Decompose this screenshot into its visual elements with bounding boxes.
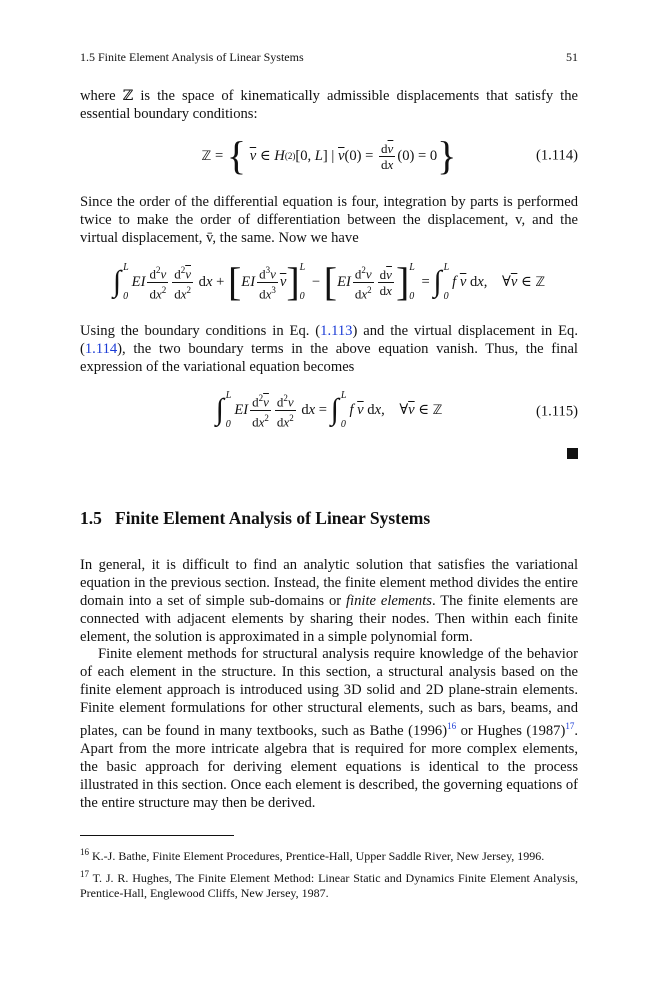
paragraph-boundary-conditions: Using the boundary conditions in Eq. (1.113) and the virtual displacement in Eq. (1.114), the two boundary terms in the above equation vanish. Thus, the final expression of the variational equation becomes bbox=[80, 323, 578, 375]
footnote-ref-17[interactable]: 17 bbox=[565, 721, 575, 731]
body-paragraph-2: Finite element methods for structural analysis require knowledge of the behavior of each element in the structure. In this section, a structural analysis based on the finite element approach is introduced using 3D solid and 2D plane-strain elements. Finite element formulations for other structural elements, such as bars, beams, and plates, can be found in many textbooks, such as Bathe $(1996)^{16}$ or Hughes $(1987)^{17}$. Apart from the more intricate algebra that is required for more complex elements, the basic approach for deriving element equations is identical to the process illustrated in this section. Once each element is described, the governing equations of the entire structure may then be derived. bbox=[80, 646, 578, 811]
footnotes bbox=[80, 845, 578, 901]
footnote-16: $^{16}$ K.-J. Bathe, Finite Element Procedures, Prentice-Hall, Upper Saddle River, New Jersey, 1996. bbox=[80, 847, 545, 863]
footnote-divider bbox=[80, 835, 234, 836]
page-number: 51 bbox=[566, 50, 578, 64]
equation-1-115-body: ∫ L 0 EI $\frac{d^2\overline{v}}{dx^2}$ $\frac{d^2v}{dx^2}$ d x = ∫ L 0 f $\overline{v}$ d x , ∀ $\overline{v}$ ∈ ℤ bbox=[215, 390, 443, 430]
equation-number-1-115: (1.115) bbox=[535, 403, 578, 420]
equation-1-114 bbox=[80, 133, 578, 178]
ref-eq-1-114[interactable]: 1.114 bbox=[84, 341, 118, 357]
emphasis-finite-elements: finite elements bbox=[346, 593, 432, 609]
ref-eq-1-113[interactable]: 1.113 bbox=[320, 323, 353, 339]
paragraph-integration-by-parts: Since the order of the differential equation is four, integration by parts is performed twice to make the order of differentiation between the displacement, v, and the virtual displacement, v̄, the same. Now we have bbox=[80, 194, 578, 246]
section-heading: 1.5 Finite Element Analysis of Linear Systems bbox=[80, 508, 431, 528]
equation-1-115 bbox=[80, 390, 578, 434]
running-header bbox=[80, 50, 578, 65]
end-of-proof-square bbox=[567, 448, 578, 459]
equation-ibp-body: ∫ L 0 EI $\frac{d^2v}{dx^2}$ $\frac{d^2\overline{v}}{dx^2}$ d x + [ EI $\frac{d^3v}{dx^3}$ $\overline{v}$ ] L 0 − [ EI $\frac{d^2v}{dx^2}$ $\frac{d\overline{v}}{dx}$ ] L 0 = ∫ L 0 f $\overline{v}$ d x , ∀ $\overline{v}$ ∈ ℤ bbox=[112, 259, 546, 304]
footnote-17: $^{17}$ T. J. R. Hughes, The Finite Element Method: Linear Static and Dynamics Finite Element Analysis, Prentice-Hall, Englewood Cliffs, New Jersey, 1987. bbox=[80, 869, 578, 900]
running-header-section: 1.5 Finite Element Analysis of Linear Systems bbox=[80, 50, 304, 64]
footnote-ref-16[interactable]: 16 bbox=[447, 721, 457, 731]
intro-paragraph: where ℤ is the space of kinematically admissible displacements that satisfy the essential boundary conditions: bbox=[80, 88, 578, 122]
body-paragraph-1: In general, it is difficult to find an analytic solution that satisfies the variational equation in the previous section. Instead, the finite element method divides the entire domain into a set of simple sub-domains or finite elements. The finite elements are connected with adjacent elements by sharing their nodes. Then within each finite element, the solution is approximated in a simple polynomial form. bbox=[80, 557, 578, 645]
equation-number-1-114: (1.114) bbox=[535, 147, 578, 164]
equation-1-114-body: ℤ = { $\overline{v}$ ∈ H (2) [0, L ] | $\overline{v}$ (0) = $\frac{d\overline{v}}{dx}$ (0) = 0 } bbox=[201, 133, 457, 178]
equation-integration-by-parts bbox=[80, 259, 578, 308]
